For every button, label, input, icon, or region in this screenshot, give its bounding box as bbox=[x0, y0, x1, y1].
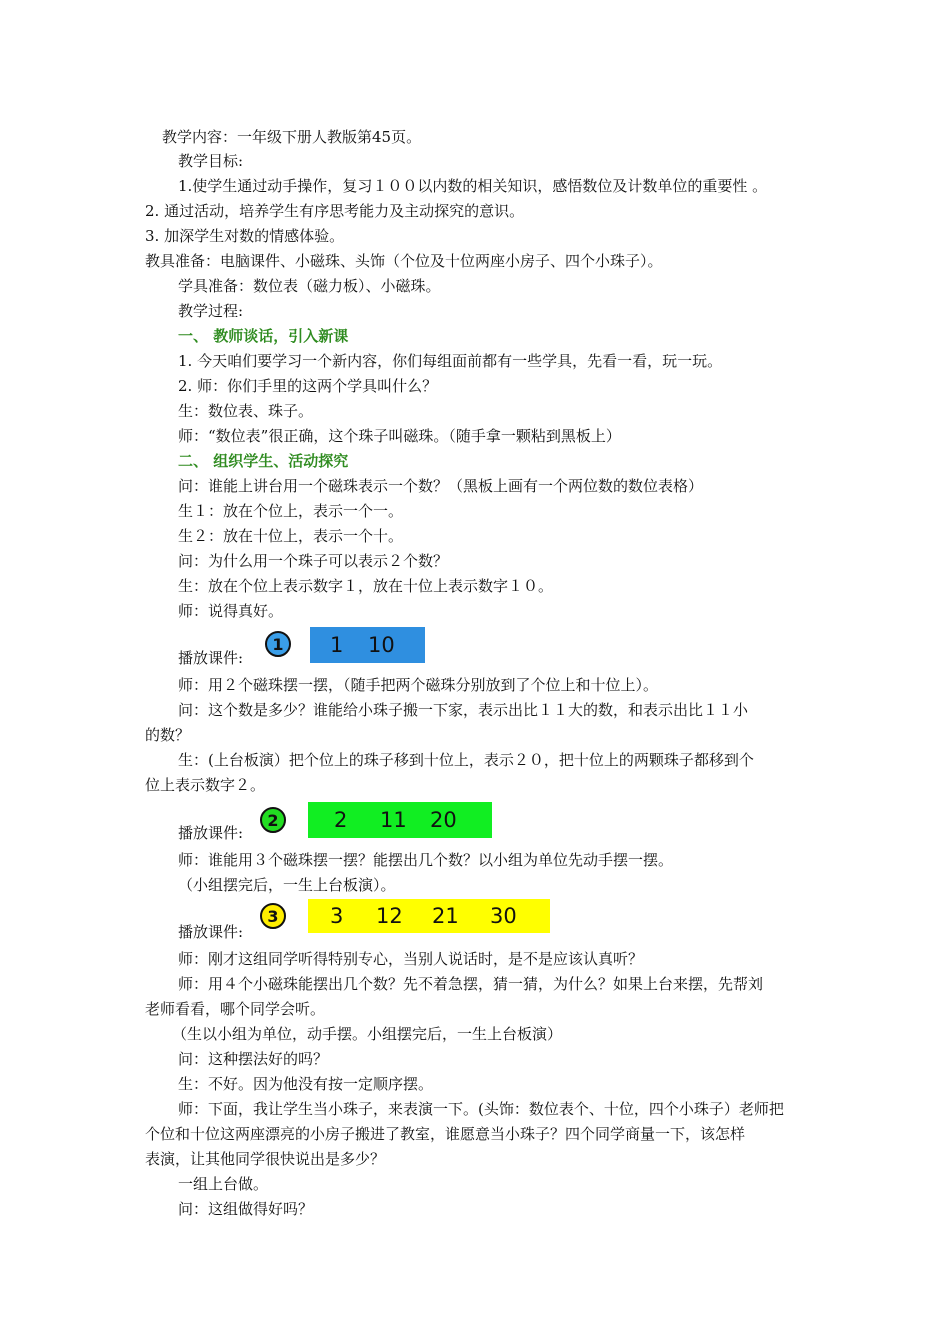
text-line: 问：这种摆法好的吗？ bbox=[178, 1050, 329, 1068]
number-value: 3 bbox=[330, 904, 344, 928]
play-courseware-label: 播放课件: bbox=[178, 649, 244, 667]
text-line: 师：“数位表”很正确，这个珠子叫磁珠。（随手拿一颗粘到黑板上） bbox=[178, 427, 621, 445]
goals-title: 教学目标: bbox=[178, 152, 244, 170]
number-value: 1 bbox=[330, 633, 344, 657]
text-line: 生２：放在十位上，表示一个十。 bbox=[178, 527, 404, 545]
text-line: 师：说得真好。 bbox=[178, 602, 284, 620]
text-line: 师：谁能用３个磁珠摆一摆？能摆出几个数？以小组为单位先动手摆一摆。 bbox=[178, 851, 674, 869]
number-value: 11 bbox=[380, 808, 407, 832]
play-courseware-label: 播放课件: bbox=[178, 923, 244, 941]
text-line: 一组上台做。 bbox=[178, 1175, 269, 1193]
number-badge-1: 1 bbox=[265, 631, 291, 657]
number-panel-1 bbox=[310, 627, 425, 663]
text-line: 问：这个数是多少？谁能给小珠子搬一下家，表示出比１１大的数，和表示出比１１小 bbox=[178, 701, 749, 719]
number-value: 12 bbox=[376, 904, 403, 928]
number-panel-2 bbox=[308, 802, 492, 838]
number-badge-2: 2 bbox=[260, 807, 286, 833]
goal-1: 1.使学生通过动手操作，复习１００以内数的相关知识，感悟数位及计数单位的重要性 。 bbox=[178, 177, 768, 195]
number-badge-3: 3 bbox=[260, 903, 286, 929]
section-2-heading: 二、 组织学生、活动探究 bbox=[178, 452, 349, 470]
text-line: 师：用２个磁珠摆一摆，（随手把两个磁珠分别放到了个位上和十位上）。 bbox=[178, 676, 659, 694]
text-line: （生以小组为单位，动手摆。小组摆完后，一生上台板演） bbox=[172, 1025, 563, 1043]
text-line: 个位和十位这两座漂亮的小房子搬进了教室，谁愿意当小珠子？四个同学商量一下，该怎样 bbox=[145, 1125, 746, 1143]
teacher-prep: 教具准备：电脑课件、小磁珠、头饰（个位及十位两座小房子、四个小珠子）。 bbox=[145, 252, 663, 270]
text-line: 的数？ bbox=[145, 726, 191, 744]
text-line: 生：不好。因为他没有按一定顺序摆。 bbox=[178, 1075, 434, 1093]
text-line: 生：放在个位上表示数字１，放在十位上表示数字１０。 bbox=[178, 577, 554, 595]
number-panel-3 bbox=[308, 899, 550, 933]
text-line: 位上表示数字２。 bbox=[145, 776, 266, 794]
courseware-slide-3 bbox=[258, 899, 553, 933]
text-line: 老师看看，哪个同学会听。 bbox=[145, 1000, 326, 1018]
number-value: 10 bbox=[368, 633, 395, 657]
text-line: 师：用４个小磁珠能摆出几个数？先不着急摆，猜一猜，为什么？如果上台来摆，先帮刘 bbox=[178, 975, 764, 993]
text-line: 问：谁能上讲台用一个磁珠表示一个数？（黑板上画有一个两位数的数位表格） bbox=[178, 477, 704, 495]
number-value: 20 bbox=[430, 808, 457, 832]
text-line: （小组摆完后，一生上台板演）。 bbox=[178, 876, 396, 894]
text-line: 生：数位表、珠子。 bbox=[178, 402, 314, 420]
goal-2: 2. 通过活动，培养学生有序思考能力及主动探究的意识。 bbox=[145, 202, 525, 220]
text-line: 生：(上台板演）把个位上的珠子移到十位上，表示２０，把十位上的两颗珠子都移到个 bbox=[178, 751, 754, 769]
text-line: 师：下面，我让学生当小珠子，来表演一下。(头饰：数位表个、十位，四个小珠子）老师把 bbox=[178, 1100, 784, 1118]
goal-3: 3. 加深学生对数的情感体验。 bbox=[145, 227, 345, 245]
number-value: 30 bbox=[490, 904, 517, 928]
student-prep: 学具准备：数位表（磁力板）、小磁珠。 bbox=[178, 277, 441, 295]
text-line: 表演，让其他同学很快说出是多少？ bbox=[145, 1150, 386, 1168]
number-value: 2 bbox=[334, 808, 348, 832]
play-courseware-label: 播放课件: bbox=[178, 824, 244, 842]
process-title: 教学过程: bbox=[178, 302, 244, 320]
content-line: 教学内容：一年级下册人教版第45页。 bbox=[162, 128, 422, 146]
section-1-heading: 一、 教师谈话，引入新课 bbox=[178, 327, 349, 345]
text-line: 问：这组做得好吗？ bbox=[178, 1200, 314, 1218]
courseware-slide-2 bbox=[258, 802, 494, 838]
text-line: 生１：放在个位上，表示一个一。 bbox=[178, 502, 404, 520]
text-line: 2. 师：你们手里的这两个学具叫什么？ bbox=[178, 377, 438, 395]
text-line: 1. 今天咱们要学习一个新内容，你们每组面前都有一些学具，先看一看，玩一玩。 bbox=[178, 352, 723, 370]
text-line: 师：刚才这组同学听得特别专心，当别人说话时，是不是应该认真听？ bbox=[178, 950, 644, 968]
text-line: 问：为什么用一个珠子可以表示２个数？ bbox=[178, 552, 449, 570]
courseware-slide-1 bbox=[265, 627, 427, 663]
number-value: 21 bbox=[432, 904, 459, 928]
